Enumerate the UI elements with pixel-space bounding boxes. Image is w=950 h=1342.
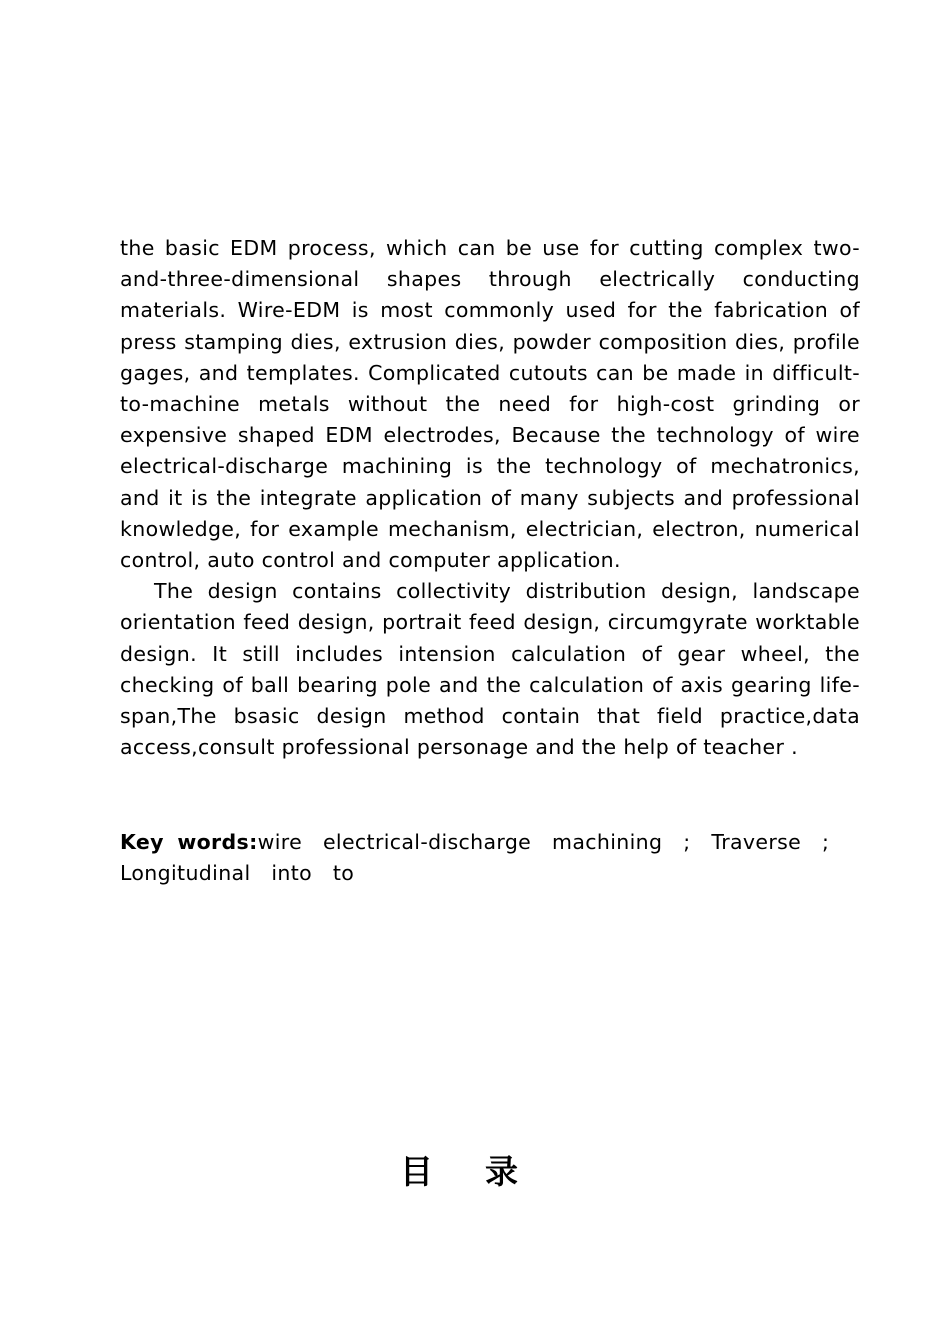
keywords-line xyxy=(120,827,860,889)
table-of-contents-heading: 目录 xyxy=(400,1152,570,1191)
keywords-text: wire electrical-discharge machining ; Traverse ; Longitudinal into to xyxy=(120,830,830,886)
keywords-label: Key words: xyxy=(120,830,258,854)
abstract-body xyxy=(120,233,860,763)
abstract-paragraph-2: The design contains collectivity distribution design, landscape orientation feed design, portrait feed design, circumgyrate worktable design. It still includes intension calculation of gear wheel, the checking of ball bearing pole and the calculation of axis gearing life-span,The bsasic design method contain that field practice,data access,consult professional personage and the help of teacher . xyxy=(120,579,860,760)
abstract-paragraph-1: the basic EDM process, which can be use for cutting complex two-and-three-dimensional shapes through electrically conducting materials. Wire-EDM is most commonly used for the fabrication of press stamping dies, extrusion dies, powder composition dies, profile gages, and templates. Complicated cutouts can be made in difficult-to-machine metals without the need for high-cost grinding or expensive shaped EDM electrodes, Because the technology of wire electrical-discharge machining is the technology of mechatronics, and it is the integrate application of many subjects and professional knowledge, for example mechanism, electrician, electron, numerical control, auto control and computer application. xyxy=(120,236,860,573)
